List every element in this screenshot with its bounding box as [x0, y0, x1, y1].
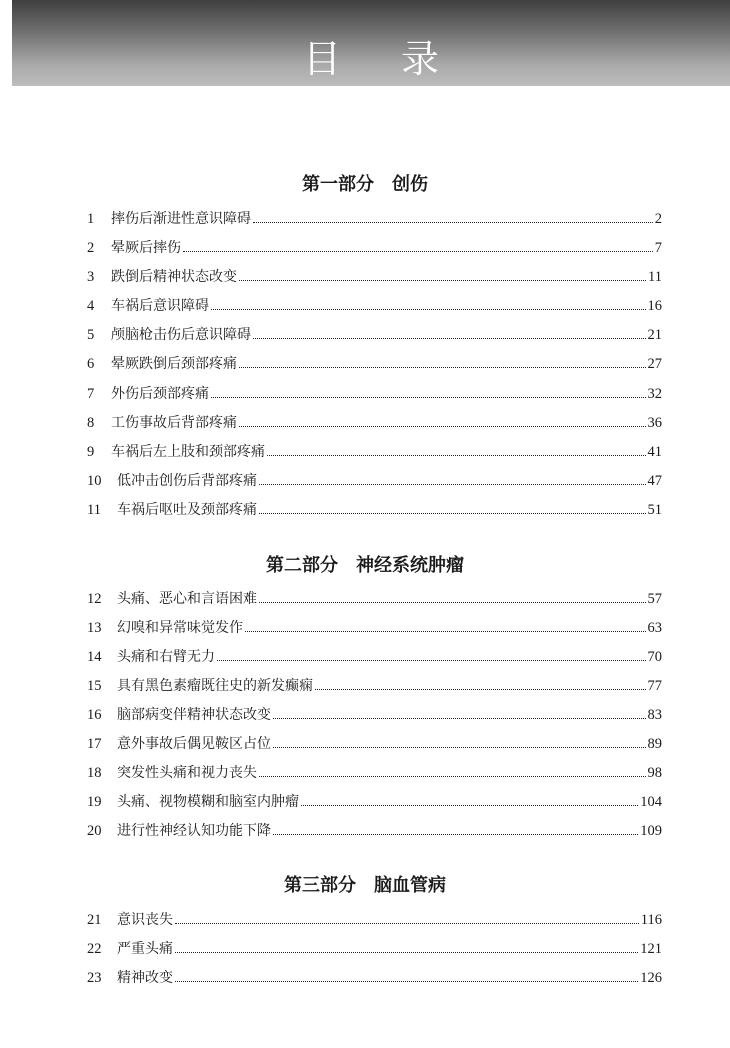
entry-page: 121: [640, 941, 662, 957]
toc-entry[interactable]: [87, 205, 662, 234]
section-title-trauma: 第一部分 创伤: [302, 174, 428, 195]
entry-number: 4: [87, 298, 95, 314]
toc-entry[interactable]: [87, 467, 662, 496]
entry-number: 23: [87, 970, 102, 986]
entry-number: 10: [87, 473, 102, 489]
toc-entry[interactable]: [87, 234, 662, 263]
toc-entry[interactable]: [87, 817, 662, 846]
entry-number: 7: [87, 386, 95, 402]
entry-number: 6: [87, 356, 95, 372]
entry-page: 7: [654, 240, 662, 256]
dot-leader: [259, 483, 646, 485]
dot-leader: [211, 308, 646, 310]
entry-page: 77: [647, 678, 662, 694]
dot-leader: [315, 688, 646, 690]
entry-title: 幻嗅和异常味觉发作: [117, 620, 243, 636]
entry-page: 126: [640, 970, 662, 986]
toc-entry[interactable]: [87, 788, 662, 817]
entry-number: 8: [87, 415, 95, 431]
entry-page: 104: [640, 794, 662, 810]
dot-leader: [211, 396, 646, 398]
entry-number: 12: [87, 591, 102, 607]
dot-leader: [217, 659, 646, 661]
entry-title: 头痛、视物模糊和脑室内肿瘤: [117, 794, 299, 810]
entry-number: 11: [87, 502, 101, 518]
dot-leader: [273, 717, 646, 719]
entry-number: 5: [87, 327, 95, 343]
dot-leader: [175, 922, 639, 924]
entry-title: 外伤后颈部疼痛: [111, 386, 209, 402]
dot-leader: [253, 337, 646, 339]
entry-page: 32: [647, 386, 662, 402]
entry-title: 意外事故后偶见鞍区占位: [117, 736, 271, 752]
entry-number: 19: [87, 794, 102, 810]
toc-entry[interactable]: [87, 380, 662, 409]
dot-leader: [239, 425, 646, 427]
entry-page: 70: [647, 649, 662, 665]
toc-entry[interactable]: [87, 321, 662, 350]
entry-page: 98: [647, 765, 662, 781]
toc-entry[interactable]: [87, 964, 662, 993]
entry-title: 车祸后左上肢和颈部疼痛: [111, 444, 265, 460]
entry-page: 21: [647, 327, 662, 343]
entry-title: 头痛、恶心和言语困难: [117, 591, 257, 607]
entry-title: 颅脑枪击伤后意识障碍: [111, 327, 251, 343]
dot-leader: [259, 601, 646, 603]
header-band: [12, 0, 730, 86]
section-title-cerebrovascular: 第三部分 脑血管病: [284, 875, 446, 896]
dot-leader: [273, 833, 638, 835]
entry-page: 36: [647, 415, 662, 431]
entry-page: 16: [647, 298, 662, 314]
entry-page: 2: [654, 211, 662, 227]
entry-page: 116: [640, 912, 662, 928]
toc-entry[interactable]: [87, 906, 662, 935]
entry-number: 17: [87, 736, 102, 752]
entry-page: 47: [647, 473, 662, 489]
entry-title: 精神改变: [117, 970, 173, 986]
section-title-tumors: 第二部分 神经系统肿瘤: [266, 555, 464, 576]
entry-page: 11: [648, 269, 662, 285]
entry-number: 13: [87, 620, 102, 636]
toc-entry[interactable]: [87, 409, 662, 438]
entry-number: 22: [87, 941, 102, 957]
entry-number: 2: [87, 240, 95, 256]
dot-leader: [253, 221, 653, 223]
toc-entry[interactable]: [87, 585, 662, 614]
dot-leader: [259, 512, 646, 514]
entry-title: 工伤事故后背部疼痛: [111, 415, 237, 431]
toc-entry[interactable]: [87, 759, 662, 788]
toc-entry[interactable]: [87, 614, 662, 643]
dot-leader: [267, 454, 646, 456]
entry-number: 16: [87, 707, 102, 723]
entry-page: 89: [647, 736, 662, 752]
entry-title: 低冲击创伤后背部疼痛: [117, 473, 257, 489]
entry-page: 83: [647, 707, 662, 723]
dot-leader: [175, 951, 638, 953]
entry-title: 摔伤后渐进性意识障碍: [111, 211, 251, 227]
entry-page: 57: [647, 591, 662, 607]
toc-entry[interactable]: [87, 643, 662, 672]
toc-entry[interactable]: [87, 701, 662, 730]
entry-title: 跌倒后精神状态改变: [111, 269, 237, 285]
entry-number: 21: [87, 912, 102, 928]
dot-leader: [245, 630, 646, 632]
entry-number: 15: [87, 678, 102, 694]
entry-number: 18: [87, 765, 102, 781]
entry-page: 51: [647, 502, 662, 518]
entry-title: 脑部病变伴精神状态改变: [117, 707, 271, 723]
entry-title: 车祸后意识障碍: [111, 298, 209, 314]
dot-leader: [259, 775, 646, 777]
toc-entry[interactable]: [87, 935, 662, 964]
entry-number: 3: [87, 269, 95, 285]
dot-leader: [273, 746, 646, 748]
toc-entry[interactable]: [87, 672, 662, 701]
entry-title: 晕厥后摔伤: [111, 240, 181, 256]
entry-title: 意识丧失: [117, 912, 173, 928]
dot-leader: [183, 250, 653, 252]
dot-leader: [175, 980, 638, 982]
entry-number: 1: [87, 211, 95, 227]
toc-entry[interactable]: [87, 730, 662, 759]
entry-title: 突发性头痛和视力丧失: [117, 765, 257, 781]
entry-number: 14: [87, 649, 102, 665]
entry-page: 27: [647, 356, 662, 372]
entry-title: 具有黑色素瘤既往史的新发癫痫: [117, 678, 313, 694]
entry-title: 头痛和右臂无力: [117, 649, 215, 665]
entry-page: 63: [647, 620, 662, 636]
dot-leader: [301, 804, 638, 806]
entry-number: 20: [87, 823, 102, 839]
toc-entry[interactable]: [87, 292, 662, 321]
page-title: 目 录: [302, 37, 464, 81]
entry-number: 9: [87, 444, 95, 460]
entry-title: 严重头痛: [117, 941, 173, 957]
toc-entry[interactable]: [87, 496, 662, 525]
entry-title: 车祸后呕吐及颈部疼痛: [117, 502, 257, 518]
dot-leader: [239, 366, 646, 368]
entry-title: 晕厥跌倒后颈部疼痛: [111, 356, 237, 372]
dot-leader: [239, 279, 646, 281]
entry-page: 109: [640, 823, 662, 839]
entry-page: 41: [647, 444, 662, 460]
toc-entry[interactable]: [87, 438, 662, 467]
toc-entry[interactable]: [87, 263, 662, 292]
toc-entry[interactable]: [87, 350, 662, 379]
entry-title: 进行性神经认知功能下降: [117, 823, 271, 839]
